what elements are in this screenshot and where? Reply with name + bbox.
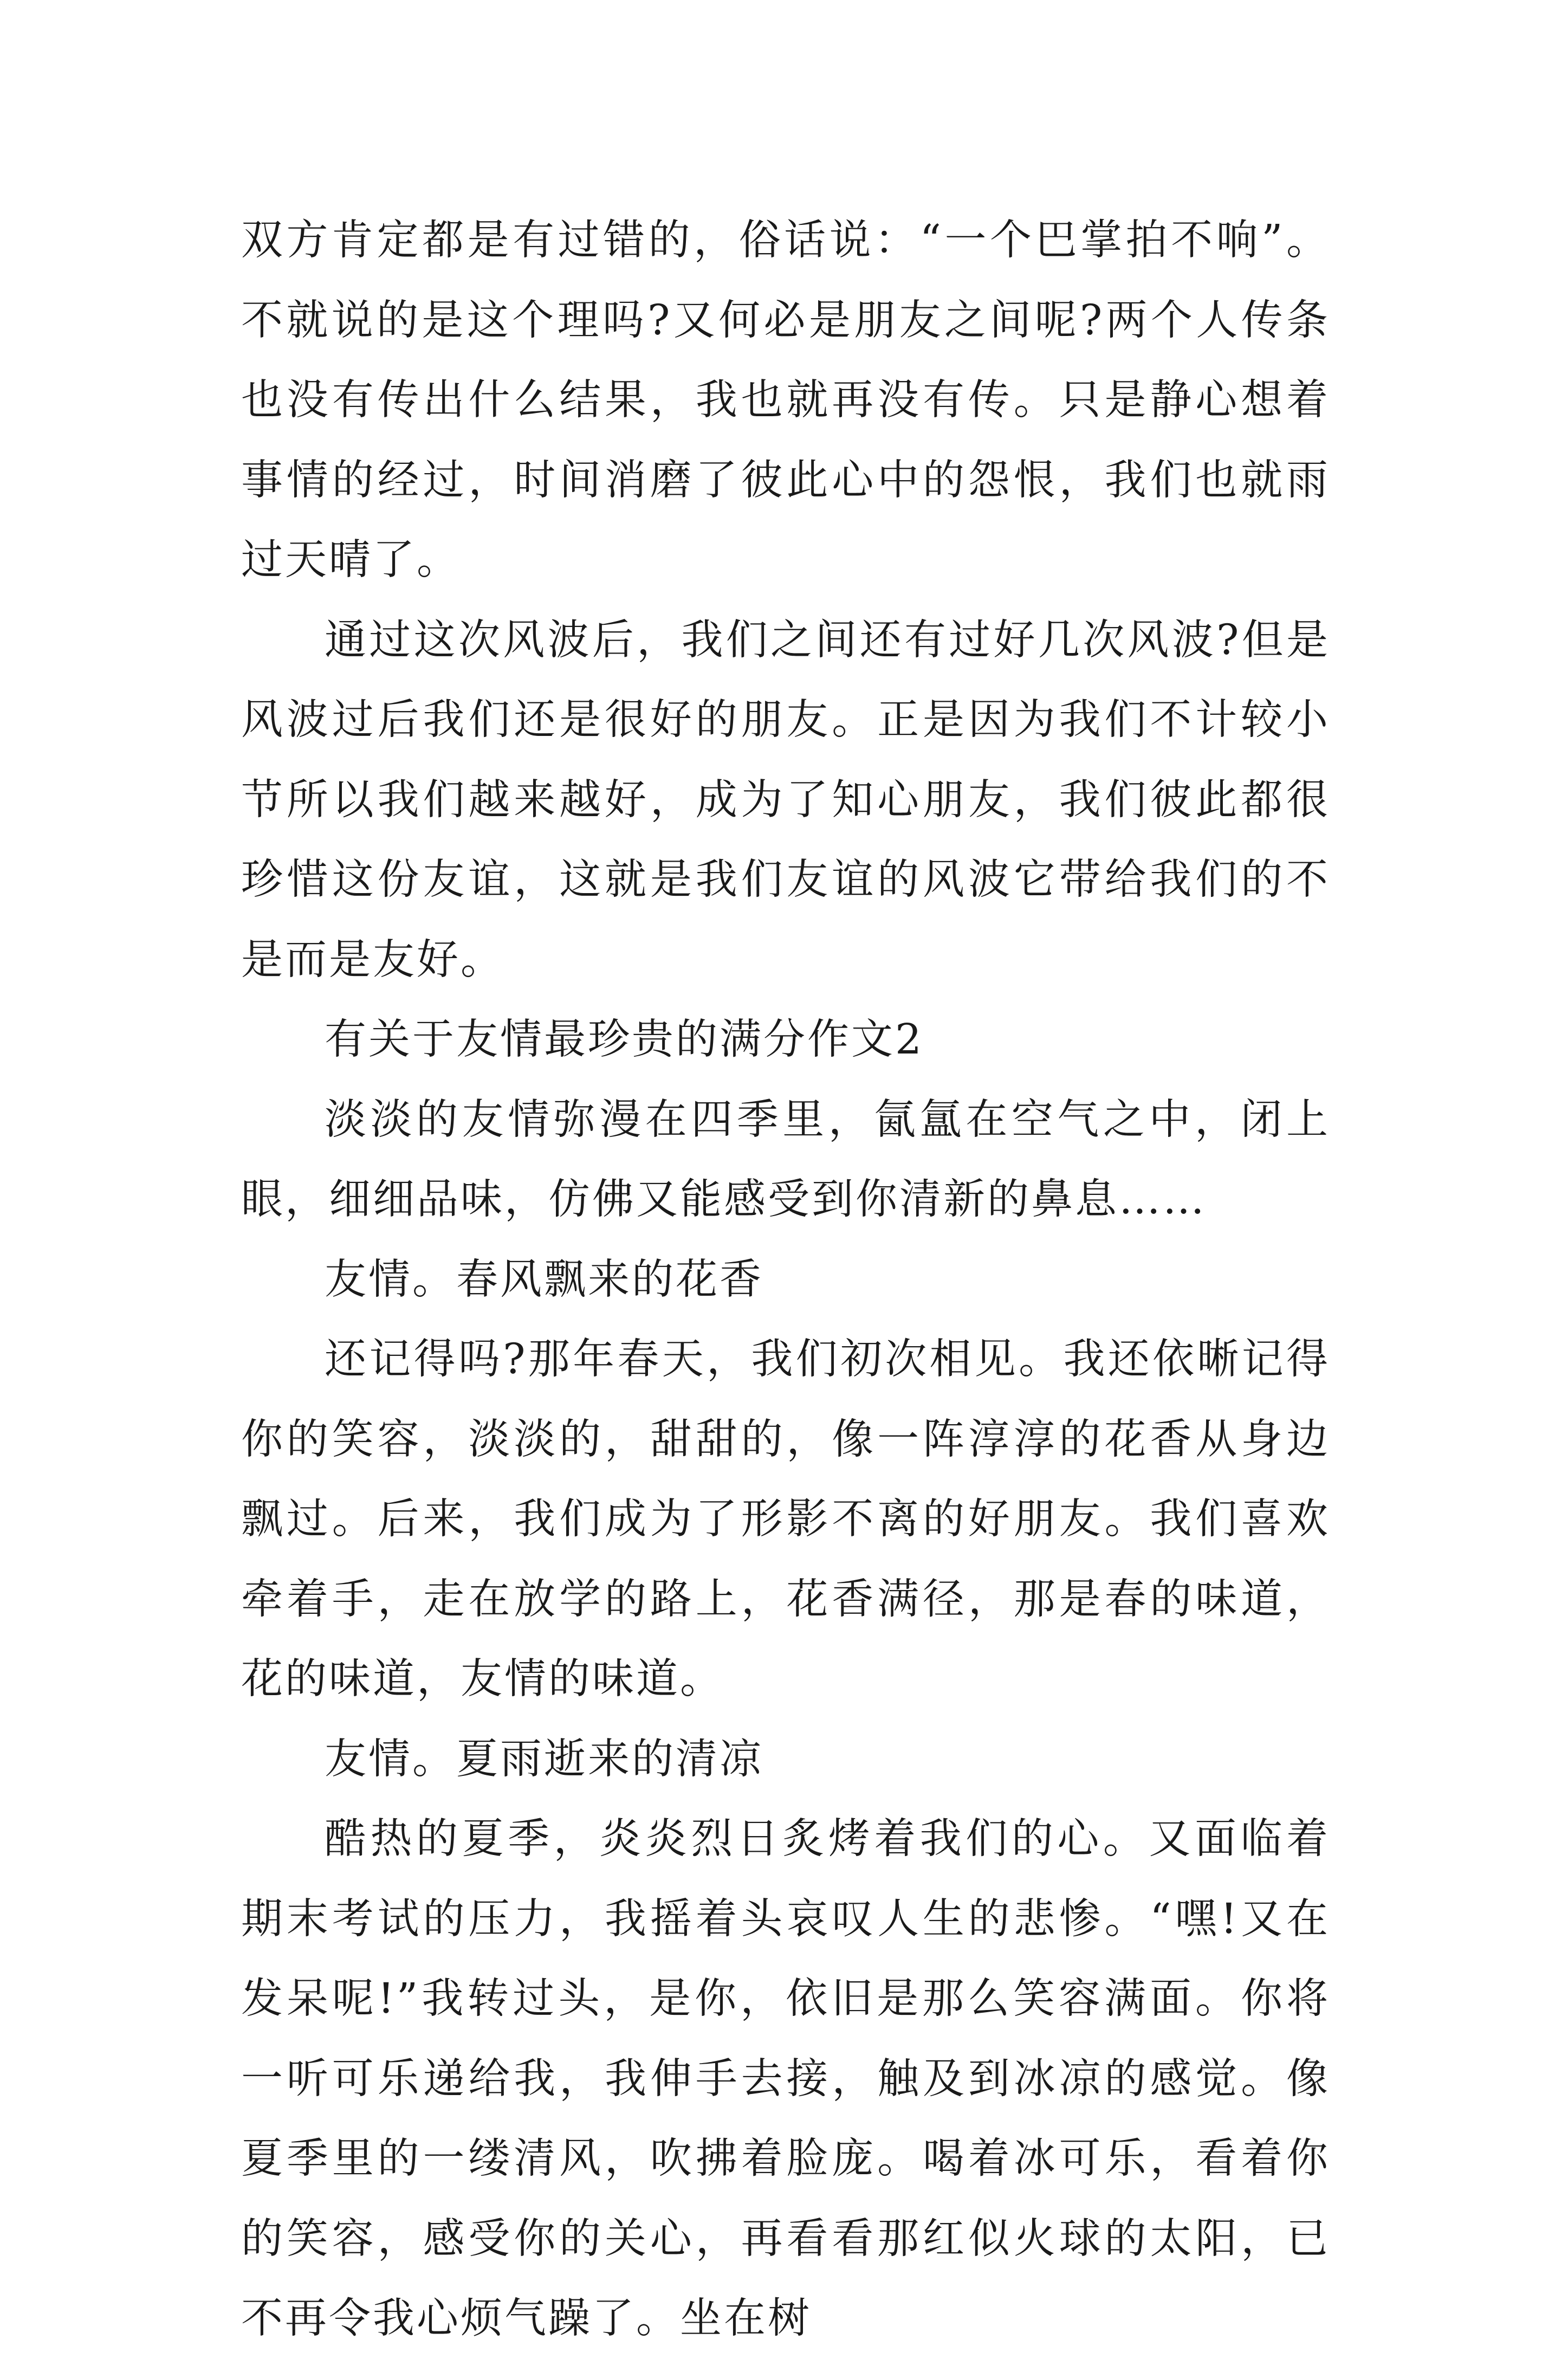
paragraph-1: 双方肯定都是有过错的，俗话说：“一个巴掌拍不响”。不就说的是这个理吗?又何必是朋友之间呢?两个人传条也没有传出什么结果，我也就再没有传。只是静心想着事情的经过，时间消磨了彼此心中的怨恨，我们也就雨过天晴了。: [241, 216, 1330, 584]
paragraph-5: 酷热的夏季，炎炎烈日炙烤着我们的心。又面临着期末考试的压力，我摇着头哀叹人生的悲惨。“嘿!又在发呆呢!”我转过头，是你，依旧是那么笑容满面。你将一听可乐递给我，我伸手去接，触及到冰凉的感觉。像夏季里的一缕清风，吹拂着脸庞。喝着冰可乐，看着你的笑容，感受你的关心，再看看那红似火球的太阳，已不再令我心烦气躁了。坐在树: [241, 1815, 1330, 2343]
section-heading-spring: 友情。春风飘来的花香: [325, 1255, 763, 1304]
paragraph-4: 还记得吗?那年春天，我们初次相见。我还依晰记得你的笑容，淡淡的，甜甜的，像一阵淳淳的花香从身边飘过。后来，我们成为了形影不离的好朋友。我们喜欢牵着手，走在放学的路上，花香满径，那是春的味道，花的味道，友情的味道。: [241, 1335, 1330, 1703]
essay-title-2: 有关于友情最珍贵的满分作文2: [325, 1016, 924, 1064]
document-body: [241, 201, 1330, 2359]
section-heading-summer: 友情。夏雨逝来的清凉: [325, 1735, 763, 1783]
paragraph-2: 通过这次风波后，我们之间还有过好几次风波?但是风波过后我们还是很好的朋友。正是因为我们不计较小节所以我们越来越好，成为了知心朋友，我们彼此都很珍惜这份友谊，这就是我们友谊的风波它带给我们的不是而是友好。: [241, 616, 1330, 984]
paragraph-3: 淡淡的友情弥漫在四季里，氤氲在空气之中，闭上眼，细细品味，仿佛又能感受到你清新的鼻息……: [241, 1095, 1330, 1224]
